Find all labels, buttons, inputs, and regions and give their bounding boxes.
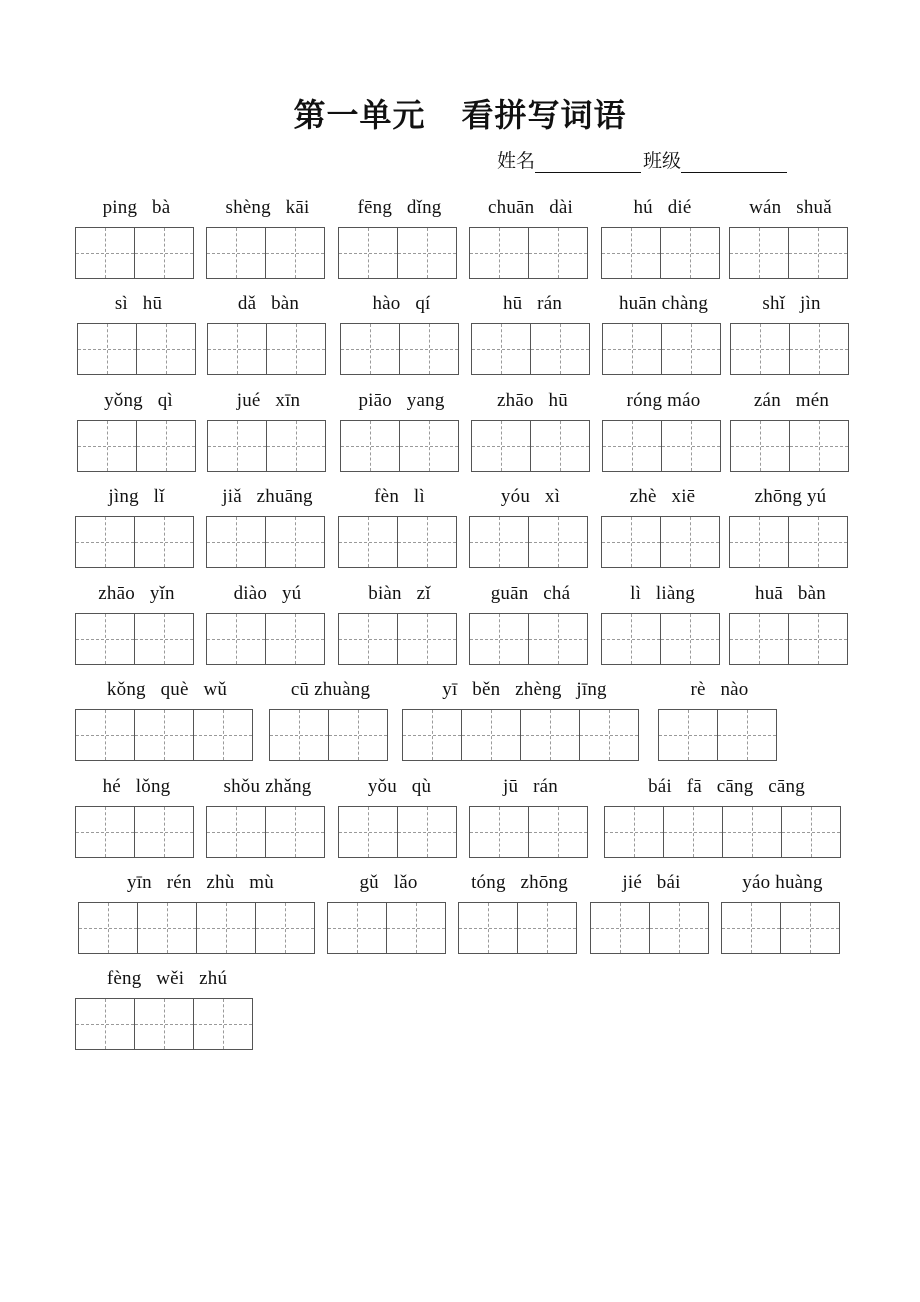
pinyin-label: yīn rén zhù mù	[126, 872, 274, 893]
writing-grid[interactable]	[601, 516, 719, 568]
writing-grid[interactable]	[75, 227, 193, 279]
writing-grid[interactable]	[471, 323, 589, 375]
pinyin-label: diào yú	[233, 583, 302, 604]
pinyin-label: jiǎ zhuāng	[222, 486, 313, 507]
pinyin-label: shèng kāi	[225, 197, 310, 218]
writing-grid[interactable]	[471, 420, 589, 472]
writing-grid[interactable]	[75, 806, 193, 858]
pinyin-label: yóu xì	[500, 486, 561, 507]
writing-grid[interactable]	[206, 613, 324, 665]
writing-grid[interactable]	[207, 420, 325, 472]
pinyin-label: guān chá	[490, 583, 571, 604]
pinyin-label: gǔ lǎo	[359, 872, 418, 893]
pinyin-label: dǎ bàn	[237, 293, 300, 314]
pinyin-label: biàn zǐ	[368, 583, 431, 604]
writing-grid[interactable]	[327, 902, 445, 954]
writing-grid[interactable]	[75, 613, 193, 665]
pinyin-label: zán mén	[753, 390, 830, 411]
writing-grid[interactable]	[340, 323, 458, 375]
pinyin-label: fèng wěi zhú	[106, 968, 228, 989]
pinyin-label: zhè xiē	[629, 486, 696, 507]
pinyin-label: jū rán	[503, 776, 558, 797]
class-field[interactable]	[681, 150, 787, 173]
pinyin-label: jìng lǐ	[108, 486, 165, 507]
writing-grid[interactable]	[729, 613, 847, 665]
writing-grid[interactable]	[730, 323, 848, 375]
writing-grid[interactable]	[601, 227, 719, 279]
pinyin-label: ping bà	[102, 197, 171, 218]
pinyin-label: yǒng qì	[104, 390, 173, 411]
pinyin-label: sì hū	[114, 293, 163, 314]
pinyin-label: hú dié	[633, 197, 692, 218]
pinyin-label: jué xīn	[236, 390, 301, 411]
writing-grid[interactable]	[75, 998, 252, 1050]
writing-grid[interactable]	[206, 516, 324, 568]
pinyin-label: shǐ jìn	[762, 293, 821, 314]
writing-grid[interactable]	[604, 806, 840, 858]
pinyin-label: cū zhuàng	[290, 679, 371, 700]
writing-grid[interactable]	[207, 323, 325, 375]
writing-grid[interactable]	[75, 709, 252, 761]
pinyin-label: róng máo	[626, 390, 701, 411]
pinyin-label: zhāo yǐn	[98, 583, 175, 604]
writing-grid[interactable]	[338, 227, 456, 279]
writing-grid[interactable]	[77, 420, 195, 472]
pinyin-label: tóng zhōng	[471, 872, 568, 893]
writing-grid[interactable]	[602, 420, 720, 472]
writing-grid[interactable]	[469, 806, 587, 858]
pinyin-label: bái fā cāng cāng	[648, 776, 805, 797]
writing-grid[interactable]	[469, 516, 587, 568]
title-task: 看拼写词语	[461, 96, 627, 134]
writing-grid[interactable]	[730, 420, 848, 472]
writing-grid[interactable]	[729, 516, 847, 568]
pinyin-label: hào qí	[372, 293, 431, 314]
writing-grid[interactable]	[75, 516, 193, 568]
pinyin-label: zhōng yú	[754, 486, 827, 507]
writing-grid[interactable]	[458, 902, 576, 954]
class-label: 班级	[643, 150, 682, 172]
student-info	[497, 146, 789, 173]
pinyin-label: piāo yang	[358, 390, 445, 411]
pinyin-label: wán shuǎ	[749, 197, 832, 218]
writing-grid[interactable]	[469, 613, 587, 665]
writing-grid[interactable]	[206, 806, 324, 858]
writing-grid[interactable]	[78, 902, 314, 954]
writing-grid[interactable]	[206, 227, 324, 279]
writing-grid[interactable]	[469, 227, 587, 279]
pinyin-label: huān chàng	[618, 293, 709, 314]
name-field[interactable]	[535, 150, 641, 173]
page-title	[0, 90, 920, 136]
writing-grid[interactable]	[77, 323, 195, 375]
writing-grid[interactable]	[602, 323, 720, 375]
pinyin-label: yī běn zhèng jīng	[442, 679, 607, 700]
pinyin-label: fēng dǐng	[357, 197, 442, 218]
writing-grid[interactable]	[601, 613, 719, 665]
writing-grid[interactable]	[338, 516, 456, 568]
writing-grid[interactable]	[658, 709, 776, 761]
writing-grid[interactable]	[590, 902, 708, 954]
writing-grid[interactable]	[338, 806, 456, 858]
title-unit: 第一单元	[293, 96, 426, 134]
pinyin-label: hū rán	[502, 293, 563, 314]
writing-grid[interactable]	[729, 227, 847, 279]
pinyin-label: chuān dài	[487, 197, 574, 218]
writing-grid[interactable]	[269, 709, 387, 761]
name-label: 姓名	[497, 150, 536, 172]
pinyin-label: lì liàng	[630, 583, 695, 604]
writing-grid[interactable]	[338, 613, 456, 665]
writing-grid[interactable]	[721, 902, 839, 954]
pinyin-label: fèn lì	[374, 486, 425, 507]
pinyin-label: shǒu zhǎng	[223, 776, 312, 797]
pinyin-label: jié bái	[622, 872, 681, 893]
pinyin-label: yáo huàng	[742, 872, 823, 893]
writing-grid[interactable]	[340, 420, 458, 472]
pinyin-label: yǒu qù	[367, 776, 432, 797]
pinyin-label: hé lǒng	[102, 776, 171, 797]
writing-grid[interactable]	[402, 709, 638, 761]
pinyin-label: rè nào	[690, 679, 749, 700]
pinyin-label: zhāo hū	[497, 390, 568, 411]
pinyin-label: kǒng què wǔ	[106, 679, 228, 700]
pinyin-label: huā bàn	[755, 583, 826, 604]
